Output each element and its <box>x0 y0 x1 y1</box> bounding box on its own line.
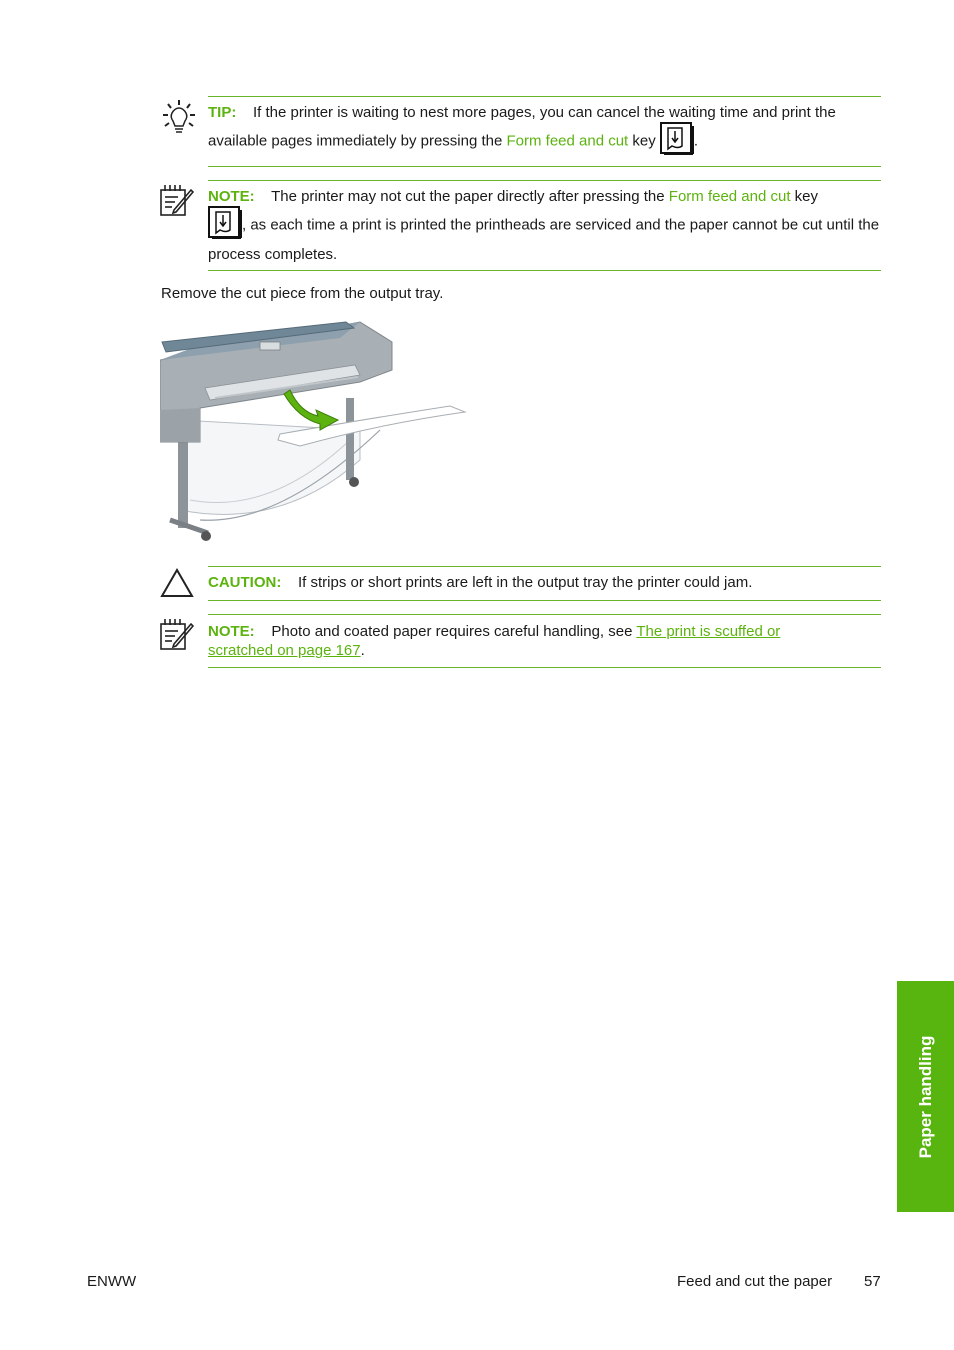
chapter-tab-label: Paper handling <box>915 1035 935 1158</box>
note2-text <box>208 622 848 660</box>
caution-body: If strips or short prints are left in the output tray the printer could jam. <box>298 574 753 591</box>
tip-body: If the printer is waiting to nest more pages, you can cancel the waiting time and print the available pages immediately by pressing the <box>208 104 836 150</box>
note1-key-word: key <box>790 188 819 205</box>
instruction-text: Remove the cut piece from the output tray. <box>161 285 444 302</box>
note-icon <box>160 618 194 655</box>
tip-key-name: Form feed and cut <box>506 132 629 150</box>
tip-bottom-rule <box>208 166 881 167</box>
printer-output-tray-illustration <box>160 320 470 548</box>
caution-text <box>208 573 884 592</box>
note1-text <box>208 187 884 264</box>
footer-left: ENWW <box>87 1273 137 1290</box>
note2-body: Photo and coated paper requires careful handling, see <box>271 623 637 640</box>
note1-body: The printer may not cut the paper directly after pressing the <box>271 188 669 205</box>
form-feed-cut-key-icon <box>660 122 694 161</box>
caution-top-rule <box>208 566 881 567</box>
chapter-tab <box>897 981 954 1212</box>
lightbulb-icon <box>162 99 196 141</box>
page-number: 57 <box>864 1273 881 1290</box>
note1-body-cont: , as each time a print is printed the printheads are serviced and the paper cannot be cut until the process completes. <box>208 216 880 263</box>
note-icon <box>160 184 194 221</box>
form-feed-cut-key-icon <box>208 206 242 245</box>
note2-top-rule <box>208 614 881 615</box>
note1-top-rule <box>208 180 881 181</box>
caution-icon <box>160 568 194 602</box>
note2-end: . <box>360 642 365 659</box>
tip-end: . <box>693 132 699 150</box>
caution-bottom-rule <box>208 600 881 601</box>
scuffed-print-link[interactable]: The print is scuffed or scratched on page 167 <box>208 623 781 659</box>
tip-top-rule <box>208 96 881 97</box>
tip-label: TIP: <box>208 104 237 121</box>
note1-label: NOTE: <box>208 188 255 205</box>
tip-key-word: key <box>628 132 660 150</box>
note1-bottom-rule <box>208 270 881 271</box>
note2-label: NOTE: <box>208 623 255 640</box>
note1-key-name: Form feed and cut <box>668 188 791 205</box>
footer-section-title: Feed and cut the paper <box>677 1273 833 1290</box>
note2-bottom-rule <box>208 667 881 668</box>
tip-text <box>208 103 884 161</box>
caution-label: CAUTION: <box>208 574 282 591</box>
